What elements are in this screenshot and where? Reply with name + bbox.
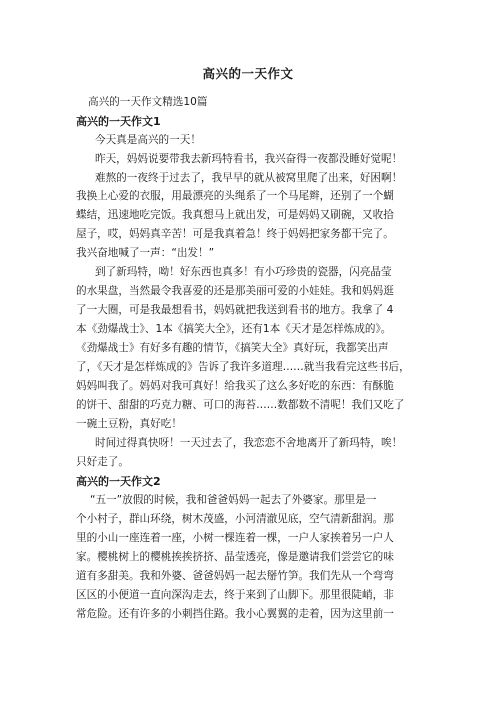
paragraph-line: 的饼干、甜甜的巧克力糖、可口的海苔……数都数不清呢！我们又吃了 xyxy=(76,399,405,411)
paragraph-line: 一碗土豆粉，真好吃！ xyxy=(76,418,182,430)
paragraph-line: 《劲爆战士》有好多有趣的情节，《搞笑大全》真好玩，我都笑出声 xyxy=(76,342,389,354)
paragraph-line: 本《劲爆战士》、1本《搞笑大全》，还有1本《天才是怎样炼成的》。 xyxy=(76,323,392,335)
section-heading-2: 高兴的一天作文2 xyxy=(76,475,161,488)
paragraph-line: 只好走了。 xyxy=(76,456,129,468)
paragraph-line: 区区的小便道一直向深沟走去，终于来到了山脚下。那里很陡峭，非 xyxy=(76,589,394,601)
paragraph-line: 我兴奋地喊了一声：“出发！” xyxy=(76,247,215,259)
paragraph-line: 了一大圈，可是我最想看书，妈妈就把我送到看书的地方。我拿了 4 xyxy=(76,304,394,316)
paragraph-line: “五一”放假的时候，我和爸爸妈妈一起去了外婆家。那里是一 xyxy=(90,494,377,506)
paragraph-line: 里的小山一座连着一座，小树一棵连着一棵，一户人家挨着另一户人 xyxy=(76,532,394,544)
document-title: 高兴的一天作文 xyxy=(202,66,294,81)
paragraph-line: 我换上心爱的衣服，用最漂亮的头绳系了一个马尾辫，还别了一个蝴 xyxy=(76,190,394,202)
paragraph-line: 个小村子，群山环绕，树木茂盛，小河清澈见底，空气清新甜润。那 xyxy=(76,513,394,525)
paragraph-line: 家。樱桃树上的樱桃挨挨挤挤、晶莹透亮，像是邀请我们尝尝它的味 xyxy=(76,551,394,563)
paragraph-line: 的水果盘，当然最令我喜爱的还是那美丽可爱的小娃娃。我和妈妈逛 xyxy=(76,285,394,297)
paragraph-line: 了，《天才是怎样炼成的》告诉了我许多道理……就当我看完这些书后， xyxy=(76,361,410,373)
paragraph-line: 昨天，妈妈说要带我去新玛特看书，我兴奋得一夜都没睡好觉呢！ xyxy=(95,153,403,165)
document-subtitle: 高兴的一天作文精选10篇 xyxy=(88,96,208,108)
section-heading-1: 高兴的一天作文1 xyxy=(76,115,161,128)
paragraph-line: 道有多甜美。我和外婆、爸爸妈妈一起去掰竹笋。我们先从一个弯弯 xyxy=(76,570,394,582)
paragraph-line: 妈妈叫我了。妈妈对我可真好！给我买了这么多好吃的东西：有酥脆 xyxy=(76,380,394,392)
paragraph-line: 常危险。还有许多的小刺挡住路。我小心翼翼的走着，因为这里前一 xyxy=(76,608,394,620)
paragraph-line: 屋子，哎，妈妈真辛苦！可是我真着急！终于妈妈把家务都干完了。 xyxy=(76,228,394,240)
paragraph-line: 难熬的一夜终于过去了，我早早的就从被窝里爬了出来，好困啊！ xyxy=(95,172,403,184)
paragraph-line: 时间过得真快呀！一天过去了，我恋恋不舍地离开了新玛特，唉！ xyxy=(95,437,403,449)
paragraph-line: 蝶结，迅速地吃完饭。我真想马上就出发，可是妈妈又刷碗，又收拾 xyxy=(76,209,394,221)
paragraph-line: 今天真是高兴的一天！ xyxy=(95,134,201,146)
paragraph-line: 到了新玛特，呦！好东西也真多！有小巧珍贵的瓷器，闪亮晶莹 xyxy=(95,266,392,278)
